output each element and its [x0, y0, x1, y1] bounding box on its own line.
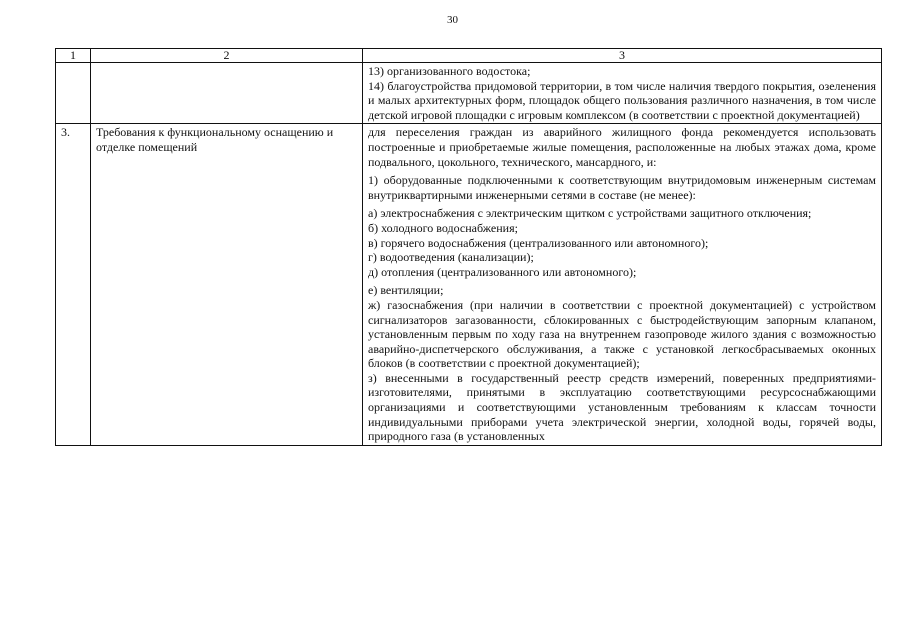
item-14: 14) благоустройства придомовой территории, в том числе наличия твердого покрытия, озеленения и малых архитектурных форм, площадок общего пользования различного назначения, в том числе детской игровой площадки с игровым комплексом (в соответствии с проектной документацией)	[368, 78, 876, 122]
row-title-cell: Требования к функциональному оснащению и отделке помещений	[91, 124, 363, 445]
list-item-z: з) внесенными в государственный реестр средств измерений, поверенных предприятиями-изготовителями, принятыми в эксплуатацию соответствующими ресурсоснабжающими организациями и соответствующими установленным требованиям к классам точности индивидуальными приборами учета электрической энергии, холодной воды, горячей воды, природного газа (в установленных	[368, 370, 876, 444]
row-number-cell	[56, 63, 91, 124]
list-item-e: е) вентиляции;	[368, 283, 444, 298]
list-item-d: д) отопления (централизованного или автономного);	[368, 264, 637, 279]
table-row-continuation	[56, 63, 882, 124]
page-number: 30	[447, 14, 458, 26]
column-header-2: 2	[91, 49, 363, 63]
row-title-cell	[91, 63, 363, 124]
paragraph-intro: для переселения граждан из аварийного жилищного фонда рекомендуется использовать построенные и приобретаемые жилые помещения, расположенные на любых этажах дома, кроме подвального, цокольного, технического, мансардного, и:	[368, 125, 876, 169]
list-group-a-d	[368, 206, 876, 279]
row-content-cell	[363, 124, 882, 445]
list-item-zh: ж) газоснабжения (при наличии в соответствии с проектной документацией) с устройством сигнализаторов загазованности, сблокированных с быстродействующим запорным клапаном, установленным первым по ходу газа на внутреннем газопроводе жилого здания с возможностью аварийно-диспетчерского обслуживания, а также с установкой легкосбрасываемых оконных блоков (в соответствии с проектной документацией);	[368, 297, 876, 371]
column-header-3: 3	[363, 49, 882, 63]
list-group-e-z	[368, 283, 876, 444]
list-item-b: б) холодного водоснабжения;	[368, 220, 518, 235]
table-row-3	[56, 124, 882, 445]
column-header-1: 1	[56, 49, 91, 63]
list-item-a: а) электроснабжения с электрическим щитком с устройствами защитного отключения;	[368, 206, 812, 221]
list-item-v: в) горячего водоснабжения (централизованного или автономного);	[368, 235, 709, 250]
table-header-row	[56, 49, 882, 63]
paragraph-1: 1) оборудованные подключенными к соответствующим внутридомовым инженерным системам внутриквартирными инженерными сетями в составе (не менее):	[368, 173, 876, 202]
list-item-g: г) водоотведения (канализации);	[368, 250, 534, 265]
row-number-cell: 3.	[56, 124, 91, 445]
requirements-table	[55, 48, 882, 446]
row-content-cell	[363, 63, 882, 124]
item-13: 13) организованного водостока;	[368, 64, 531, 78]
